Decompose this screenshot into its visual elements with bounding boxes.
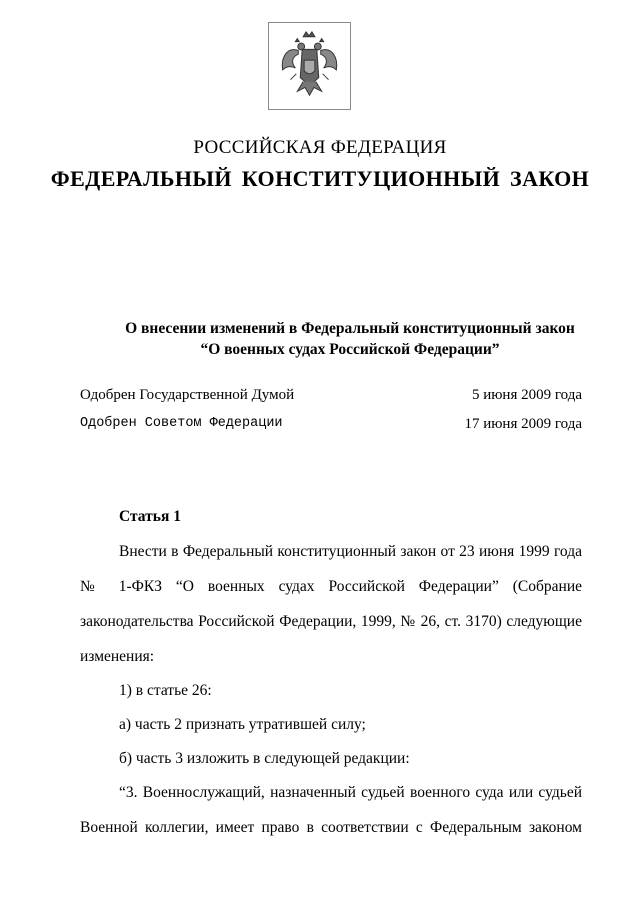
- list-item: [80, 707, 582, 742]
- paragraph-line: “3. Военнослужащий, назначенный судьей военного суда или судьей: [119, 784, 582, 801]
- law-title: [120, 318, 580, 360]
- list-item: [80, 673, 582, 708]
- approval-body: Одобрен Советом Федерации: [80, 416, 283, 431]
- paragraph-line: а) часть 2 признать утратившей силу;: [119, 716, 366, 733]
- approval-date: 5 июня 2009 года: [471, 387, 582, 403]
- approval-body: Одобрен Государственной Думой: [80, 387, 295, 403]
- country-heading: РОССИЙСКАЯ ФЕДЕРАЦИЯ: [193, 137, 447, 158]
- list-item: [80, 741, 582, 776]
- approval-council: [80, 416, 582, 433]
- paragraph-line: изменения:: [80, 648, 155, 665]
- law-type-heading: ФЕДЕРАЛЬНЫЙ КОНСТИТУЦИОННЫЙ ЗАКОН: [50, 166, 590, 191]
- paragraph-line: Внести в Федеральный конституционный закон от 23 июня 1999 года: [119, 543, 582, 560]
- paragraph-line: 1) в статье 26:: [119, 682, 212, 699]
- law-title-line: “О военных судах Российской Федерации”: [200, 341, 500, 358]
- approval-duma: [80, 387, 582, 404]
- law-title-line: О внесении изменений в Федеральный конституционный закон: [125, 320, 575, 337]
- approval-date: 17 июня 2009 года: [464, 416, 582, 432]
- article-heading: Статья 1: [119, 508, 181, 525]
- paragraph-line: б) часть 3 изложить в следующей редакции:: [119, 750, 410, 767]
- paragraph-line: № 1-ФКЗ “О военных судах Российской Федерации” (Собрание: [80, 578, 582, 595]
- article-intro-paragraph: [80, 534, 582, 674]
- coat-of-arms-icon: [268, 22, 351, 110]
- paragraph-line: законодательства Российской Федерации, 1999, № 26, ст. 3170) следующие: [80, 613, 582, 630]
- paragraph-line: Военной коллегии, имеет право в соответствии с Федеральным законом: [80, 819, 582, 836]
- quoted-paragraph: [80, 775, 582, 845]
